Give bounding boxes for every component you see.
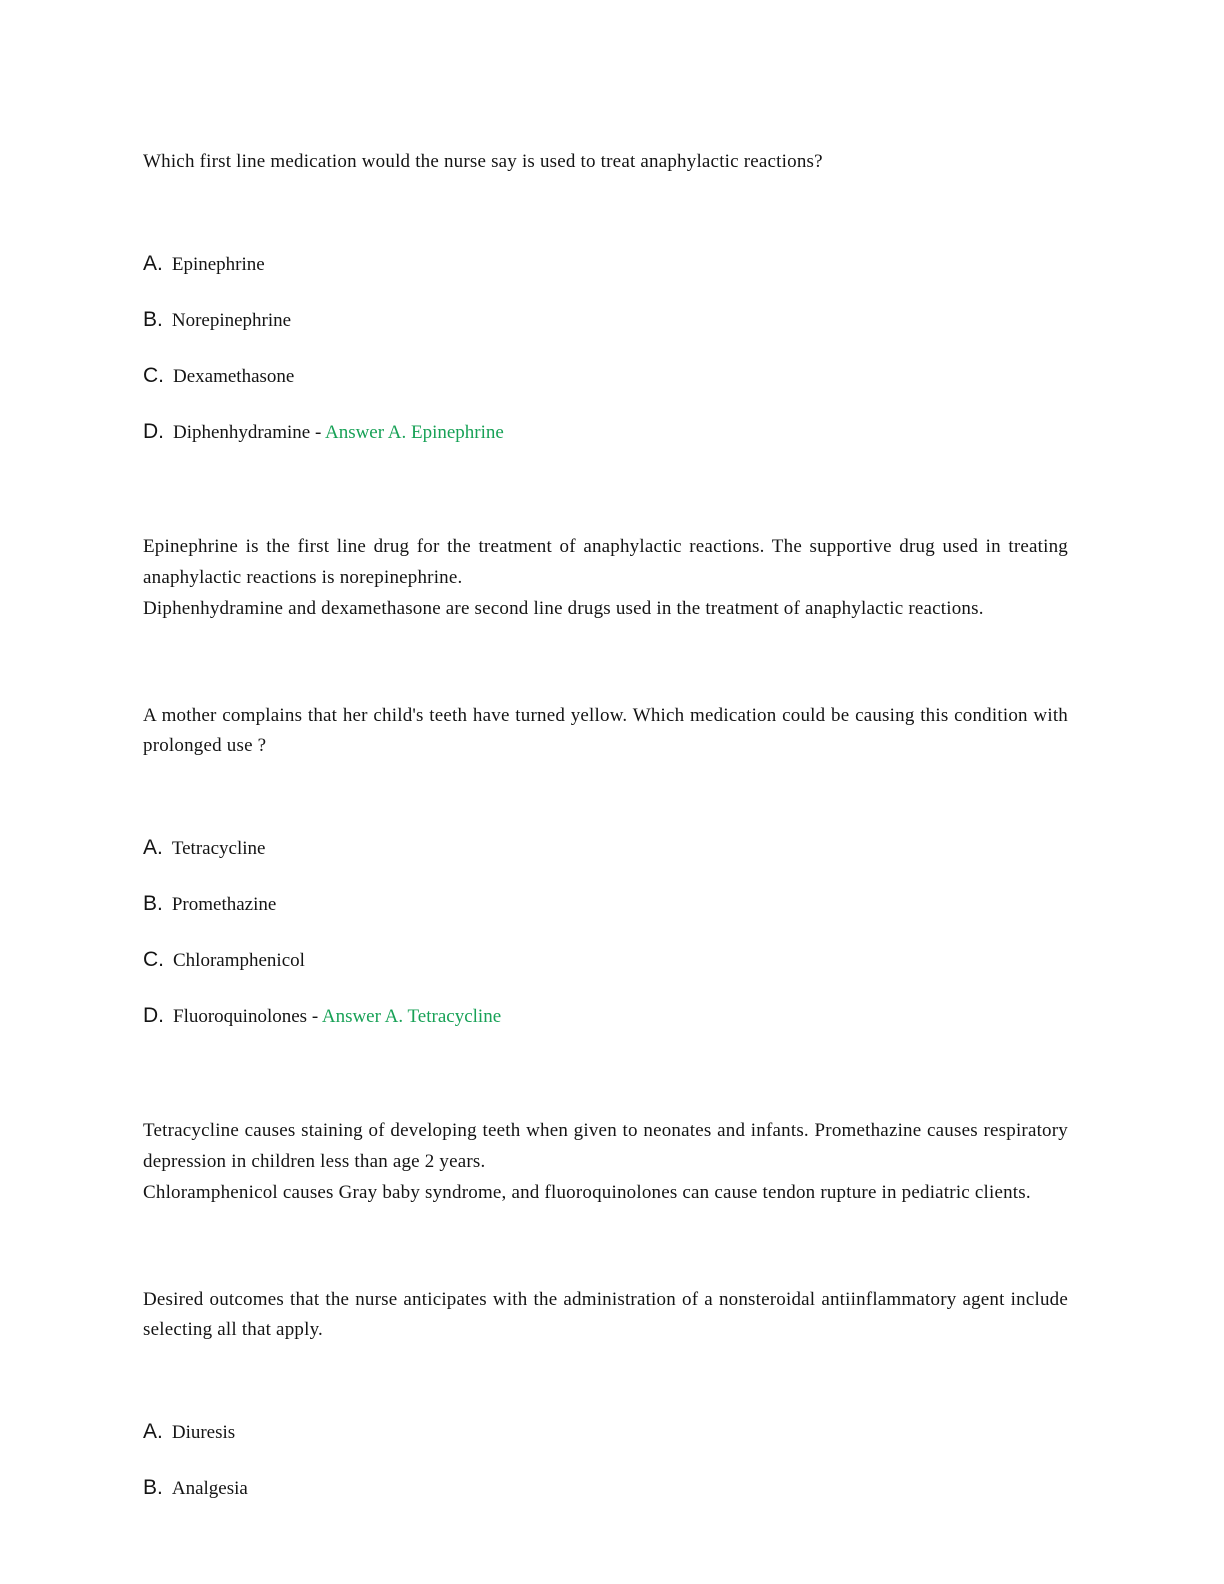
answer-text: Answer A. Epinephrine [324,422,504,443]
option-text: Epinephrine [171,254,265,275]
option-letter: B. [143,1476,163,1499]
option-letter: B. [143,308,163,331]
answer-separator: - [307,1006,322,1027]
option-letter: D. [143,1004,164,1027]
option-row-a [143,251,1068,279]
explanation-paragraph: Tetracycline causes staining of developing teeth when given to neonates and infants. Promethazine causes respiratory depression in children less than age 2 years. [143,1120,1068,1172]
option-letter: D. [143,420,164,443]
option-row-c [143,363,1068,391]
option-text: Analgesia [171,1478,248,1499]
option-text: Chloramphenicol [173,950,305,971]
option-letter: B. [143,892,163,915]
question-block-3 [143,1285,1068,1503]
question-block-2 [143,701,1068,1208]
option-row-b [143,891,1068,919]
options-list [143,1419,1068,1503]
explanation-paragraph: Epinephrine is the first line drug for the treatment of anaphylactic reactions. The supportive drug used in treating anaphylactic reactions is norepinephrine. [143,536,1068,588]
explanation-paragraph: Chloramphenicol causes Gray baby syndrome, and fluoroquinolones can cause tendon rupture in pediatric clients. [143,1182,1031,1203]
option-text: Norepinephrine [171,310,292,331]
option-row-d [143,419,1068,447]
option-row-a [143,1419,1068,1447]
question-text: A mother complains that her child's teeth have turned yellow. Which medication could be causing this condition with prolonged use ? [143,705,1068,756]
explanation-paragraph: Diphenhydramine and dexamethasone are second line drugs used in the treatment of anaphylactic reactions. [143,598,984,619]
options-list [143,251,1068,447]
answer-text: Answer A. Tetracycline [321,1006,502,1027]
explanation-text [143,531,1068,624]
option-text: Fluoroquinolones [173,1006,308,1027]
option-row-b [143,1475,1068,1503]
option-text: Tetracycline [171,838,266,859]
question-text: Desired outcomes that the nurse anticipates with the administration of a nonsteroidal antiinflammatory agent include selecting all that apply. [143,1289,1068,1340]
option-row-a [143,835,1068,863]
option-text: Diphenhydramine [173,422,311,443]
option-row-d [143,1003,1068,1031]
document-content [143,147,1068,1503]
option-text: Promethazine [171,894,277,915]
option-letter: C. [143,948,164,971]
option-row-c [143,947,1068,975]
option-letter: A. [143,836,163,859]
option-letter: A. [143,252,163,275]
option-row-b [143,307,1068,335]
answer-separator: - [310,422,325,443]
option-letter: A. [143,1420,163,1443]
question-block-1 [143,147,1068,624]
options-list [143,835,1068,1031]
question-text: Which first line medication would the nurse say is used to treat anaphylactic reactions? [143,151,823,172]
option-text: Diuresis [171,1422,236,1443]
explanation-text [143,1115,1068,1208]
option-text: Dexamethasone [173,366,295,387]
option-letter: C. [143,364,164,387]
